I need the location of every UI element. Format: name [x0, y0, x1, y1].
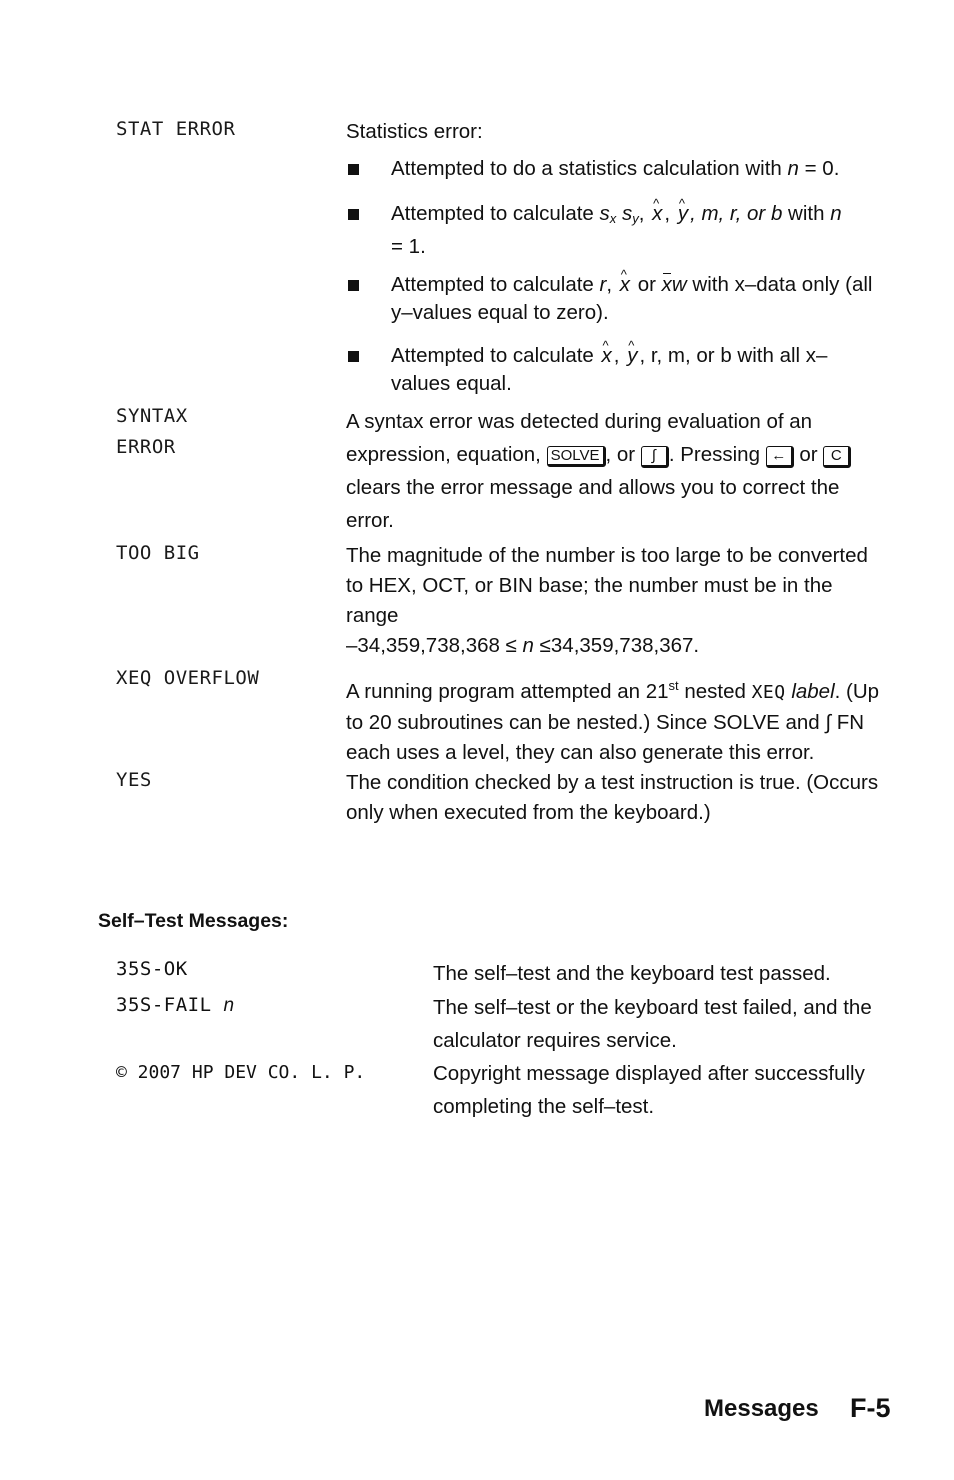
solve-key-icon: SOLVE	[547, 446, 606, 467]
self-test-code-ok: 35S-OK	[116, 958, 188, 980]
syntax-error-code	[116, 401, 188, 463]
stat-error-bullet-1	[346, 155, 886, 183]
too-big-code: TOO BIG	[116, 542, 200, 564]
bullet-square-icon	[348, 280, 359, 291]
too-big-desc: The magnitude of the number is too large to be converted to HEX, OCT, or BIN base; the number must be in the range –34,359,738,368 ≤ n ≤34,359,738,367.	[346, 544, 868, 657]
syntax-error-code-line2: ERROR	[116, 436, 176, 458]
self-test-code-copyright: © 2007 HP DEV CO. L. P.	[116, 1062, 366, 1083]
syntax-error-desc: A syntax error was detected during evaluation of an expression, equation, SOLVE , or ∫ . Pressing ← or C clears the error message and allows you to correct the error.	[346, 405, 886, 537]
self-test-desc-ok: The self–test and the keyboard test passed.	[433, 962, 831, 985]
xeq-command: XEQ	[751, 681, 786, 703]
y-hat-symbol: ^ y	[676, 200, 690, 228]
bullet-text: Attempted to calculate ^ x, ^ y, r, m, or b with all x–values equal.	[391, 342, 886, 398]
x-hat-symbol: ^ x	[618, 271, 632, 299]
yes-code: YES	[116, 769, 152, 791]
xeq-overflow-code: XEQ OVERFLOW	[116, 667, 260, 689]
footer-section-label: Messages	[704, 1395, 819, 1422]
self-test-desc-copyright: Copyright message displayed after successfully completing the self–test.	[433, 1062, 865, 1118]
bullet-text: Attempted to do a statistics calculation with n = 0.	[391, 157, 840, 180]
self-test-code-fail: 35S-FAIL n	[116, 994, 235, 1016]
bullet-text: Attempted to calculate r, ^ x or xw with x–data only (all y–values equal to zero).	[391, 271, 886, 327]
x-hat-symbol: ^ x	[650, 200, 664, 228]
integral-key-icon: ∫	[641, 446, 669, 468]
self-test-heading: Self–Test Messages:	[98, 910, 289, 932]
syntax-error-code-line1: SYNTAX	[116, 405, 188, 427]
bullet-square-icon	[348, 164, 359, 175]
stat-error-bullet-2	[346, 200, 886, 261]
bullet-text: Attempted to calculate $s_x$ $s_y$, ^ x, ^ y, m, r, or b with n = 1.	[391, 200, 886, 261]
self-test-desc-fail: The self–test or the keyboard test failed, and the calculator requires service.	[433, 996, 872, 1052]
bullet-square-icon	[348, 209, 359, 220]
stat-error-bullet-3	[346, 271, 886, 327]
backspace-key-icon: ←	[766, 446, 794, 468]
x-bar-symbol: x	[662, 271, 672, 299]
y-hat-symbol: ^ y	[625, 342, 639, 370]
footer-page-number: F-5	[850, 1393, 891, 1423]
yes-desc: The condition checked by a test instruction is true. (Occurs only when executed from the keyboard.)	[346, 771, 879, 824]
xeq-overflow-desc: A running program attempted an 21st nested XEQ label. (Up to 20 subroutines can be nested.) Since SOLVE and ∫ FN each uses a level, they can also generate this error.	[346, 678, 880, 764]
clear-key-icon: C	[823, 446, 851, 468]
stat-error-code: STAT ERROR	[116, 118, 236, 140]
bullet-square-icon	[348, 351, 359, 362]
stat-error-bullet-4	[346, 342, 886, 398]
stat-error-intro: Statistics error:	[346, 120, 483, 143]
x-hat-symbol: ^ x	[600, 342, 614, 370]
